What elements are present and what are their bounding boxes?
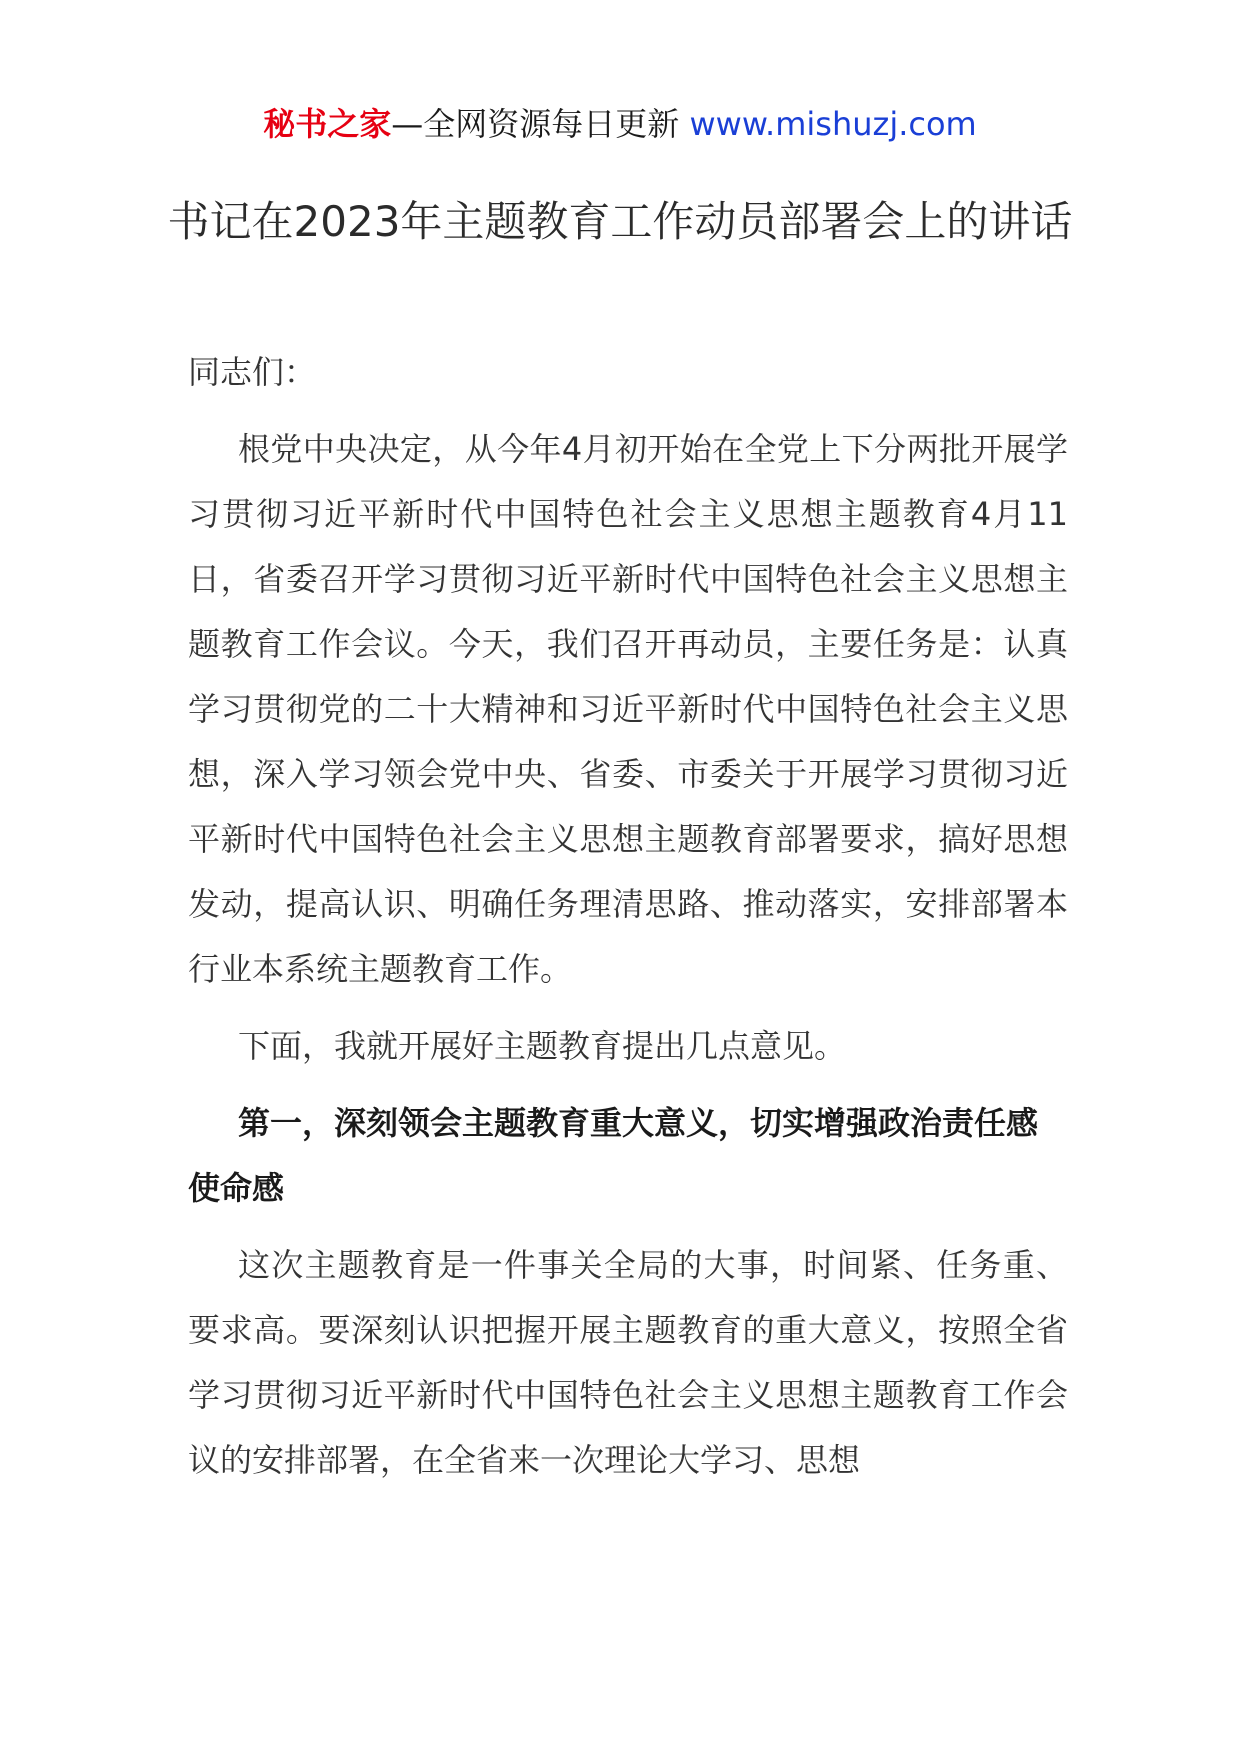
salutation: 同志们： <box>188 353 317 391</box>
document-title: 书记在2023年主题教育工作动员部署会上的讲话 <box>167 197 1073 246</box>
document-body <box>188 340 1068 1505</box>
paragraph: 根党中央决定，从今年4月初开始在全党上下分两批开展学习贯彻习近平新时代中国特色社会主义思想主题教育4月11日，省委召开学习贯彻习近平新时代中国特色社会主义思想主题教育工作会议。今天，我们召开再动员，主要任务是：认真学习贯彻党的二十大精神和习近平新时代中国特色社会主义思想，深入学习领会党中央、省委、市委关于开展学习贯彻习近平新时代中国特色社会主义思想主题教育部署要求，搞好思想发动，提高认识、明确任务理清思路、推动落实，安排部署本行业本系统主题教育工作。 <box>188 430 1068 988</box>
header-slogan: —全网资源每日更新 <box>391 105 690 143</box>
brand-name: 秘书之家 <box>263 105 392 143</box>
site-link[interactable]: www.mishuzj.com <box>689 105 977 143</box>
section-heading: 第一，深刻领会主题教育重大意义，切实增强政治责任感使命感 <box>188 1104 1039 1207</box>
watermark-header <box>0 100 1240 148</box>
paragraph: 这次主题教育是一件事关全局的大事，时间紧、任务重、要求高。要深刻认识把握开展主题教育的重大意义，按照全省学习贯彻习近平新时代中国特色社会主义思想主题教育工作会议的安排部署，在全省来一次理论大学习、思想 <box>188 1246 1068 1479</box>
paragraph: 下面，我就开展好主题教育提出几点意见。 <box>238 1027 847 1065</box>
